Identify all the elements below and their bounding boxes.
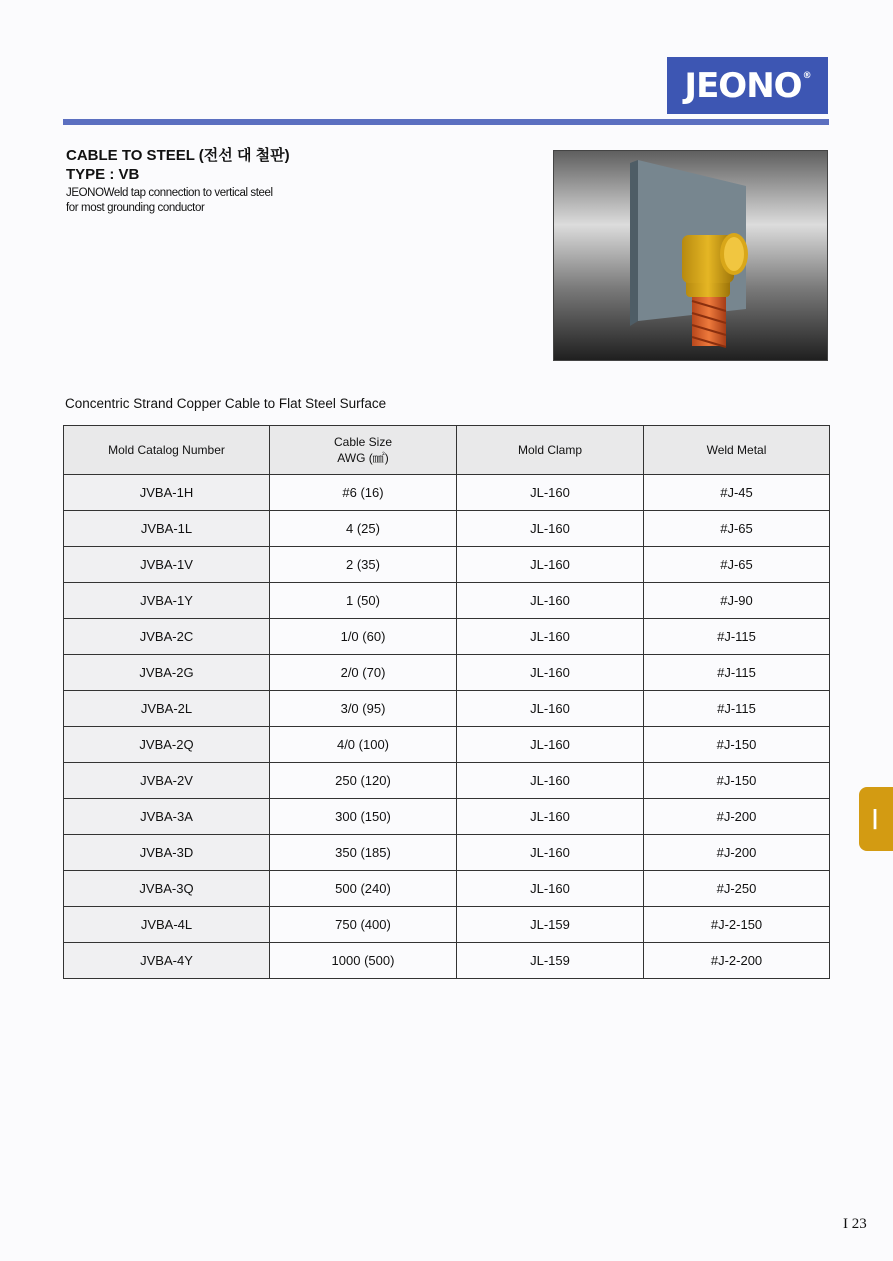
weld-metal-cell: #J-200	[644, 799, 830, 835]
registered-mark: ®	[802, 70, 811, 81]
page-title: CABLE TO STEEL (전선 대 철판)	[66, 147, 290, 164]
cable-size-cell: 750 (400)	[270, 907, 457, 943]
cable-size-cell: 1 (50)	[270, 583, 457, 619]
header-rule	[63, 119, 829, 125]
cable-size-cell: 500 (240)	[270, 871, 457, 907]
mold-catalog-number-cell: JVBA-2G	[64, 655, 270, 691]
mold-catalog-number-cell: JVBA-1L	[64, 511, 270, 547]
table-row	[64, 943, 830, 979]
cable-size-cell: 1000 (500)	[270, 943, 457, 979]
mold-clamp-cell: JL-160	[457, 619, 644, 655]
spec-table	[63, 425, 830, 979]
description-line-1: JEONOWeld tap connection to vertical steel	[66, 187, 273, 199]
header-cable-size-line2: AWG (㎟)	[337, 451, 389, 465]
cable-size-cell: 1/0 (60)	[270, 619, 457, 655]
description-line-2: for most grounding conductor	[66, 202, 205, 214]
weld-metal-cell: #J-65	[644, 511, 830, 547]
cable-size-cell: #6 (16)	[270, 475, 457, 511]
page-number: I 23	[843, 1216, 867, 1232]
table-row	[64, 871, 830, 907]
type-label: TYPE : VB	[66, 166, 140, 183]
mold-clamp-cell: JL-160	[457, 727, 644, 763]
weld-metal-cell: #J-250	[644, 871, 830, 907]
table-row	[64, 727, 830, 763]
weld-metal-cell: #J-2-150	[644, 907, 830, 943]
logo-text: JEONO	[684, 65, 802, 106]
product-photo	[553, 150, 828, 361]
table-header-row	[64, 426, 830, 475]
mold-catalog-number-cell: JVBA-1Y	[64, 583, 270, 619]
mold-clamp-cell: JL-160	[457, 799, 644, 835]
weld-metal-cell: #J-115	[644, 619, 830, 655]
mold-catalog-number-cell: JVBA-1V	[64, 547, 270, 583]
mold-clamp-cell: JL-160	[457, 763, 644, 799]
mold-clamp-cell: JL-160	[457, 835, 644, 871]
weld-metal-cell: #J-90	[644, 583, 830, 619]
table-row	[64, 655, 830, 691]
table-row	[64, 475, 830, 511]
mold-catalog-number-cell: JVBA-3D	[64, 835, 270, 871]
weld-metal-cell: #J-150	[644, 763, 830, 799]
weld-metal-cell: #J-150	[644, 727, 830, 763]
jeono-logo	[667, 57, 828, 114]
mold-catalog-number-cell: JVBA-2C	[64, 619, 270, 655]
mold-clamp-cell: JL-160	[457, 871, 644, 907]
mold-clamp-cell: JL-160	[457, 475, 644, 511]
mold-catalog-number-cell: JVBA-4L	[64, 907, 270, 943]
cable-size-cell: 350 (185)	[270, 835, 457, 871]
weld-metal-cell: #J-2-200	[644, 943, 830, 979]
mold-clamp-cell: JL-160	[457, 547, 644, 583]
cable-size-cell: 250 (120)	[270, 763, 457, 799]
header-cable-size	[270, 426, 457, 475]
mold-clamp-cell: JL-160	[457, 655, 644, 691]
chapter-tab	[859, 787, 893, 851]
header-mold-catalog-number: Mold Catalog Number	[64, 426, 270, 475]
weld-metal-cell: #J-200	[644, 835, 830, 871]
weld-metal-cell: #J-115	[644, 691, 830, 727]
mold-catalog-number-cell: JVBA-4Y	[64, 943, 270, 979]
mold-clamp-cell: JL-159	[457, 943, 644, 979]
weld-metal-cell: #J-45	[644, 475, 830, 511]
weld-metal-cell: #J-65	[644, 547, 830, 583]
table-row	[64, 763, 830, 799]
mold-clamp-cell: JL-160	[457, 511, 644, 547]
cable-size-cell: 300 (150)	[270, 799, 457, 835]
weld-metal-cell: #J-115	[644, 655, 830, 691]
table-row	[64, 547, 830, 583]
mold-catalog-number-cell: JVBA-2L	[64, 691, 270, 727]
mold-catalog-number-cell: JVBA-2V	[64, 763, 270, 799]
mold-catalog-number-cell: JVBA-2Q	[64, 727, 270, 763]
mold-clamp-cell: JL-160	[457, 583, 644, 619]
mold-clamp-cell: JL-160	[457, 691, 644, 727]
mold-catalog-number-cell: JVBA-1H	[64, 475, 270, 511]
table-row	[64, 511, 830, 547]
header-weld-metal: Weld Metal	[644, 426, 830, 475]
section-title: Concentric Strand Copper Cable to Flat Steel Surface	[65, 396, 387, 411]
chapter-tab-label: I	[870, 802, 880, 836]
table-row	[64, 619, 830, 655]
table-row	[64, 799, 830, 835]
cable-size-cell: 4 (25)	[270, 511, 457, 547]
table-row	[64, 835, 830, 871]
cable-size-cell: 3/0 (95)	[270, 691, 457, 727]
cable-size-cell: 2/0 (70)	[270, 655, 457, 691]
header-mold-clamp: Mold Clamp	[457, 426, 644, 475]
mold-clamp-cell: JL-159	[457, 907, 644, 943]
mold-catalog-number-cell: JVBA-3Q	[64, 871, 270, 907]
cable-size-cell: 4/0 (100)	[270, 727, 457, 763]
description	[66, 186, 273, 216]
cable-to-steel-illustration	[554, 151, 828, 361]
table-row	[64, 691, 830, 727]
mold-catalog-number-cell: JVBA-3A	[64, 799, 270, 835]
table-row	[64, 583, 830, 619]
table-row	[64, 907, 830, 943]
cable-size-cell: 2 (35)	[270, 547, 457, 583]
header-cable-size-line1: Cable Size	[333, 435, 393, 449]
